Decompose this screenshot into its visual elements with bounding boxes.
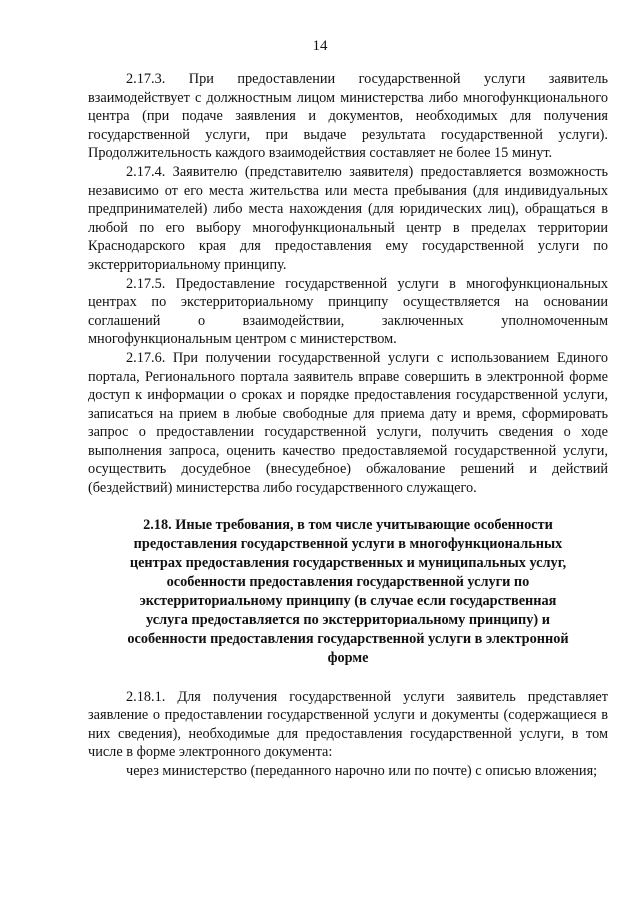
paragraph-2-17-4: 2.17.4. Заявителю (представителю заявителя) предоставляется возможность независимо от его места жительства или места пребывания (для индивидуальных предпринимателей) либо места нахождения (для юридических лиц), обращаться в любой по его выбору многофункциональный центр в пределах территории Краснодарского края для предоставления ему государственной услуги по экстерриториальному принципу. xyxy=(88,163,608,273)
paragraph-2-17-5: 2.17.5. Предоставление государственной услуги в многофункциональных центрах по экстерриториальному принципу осуществляется на основании соглашений о взаимодействии, заключенных уполномоченным многофункциональным центром с министерством. xyxy=(88,275,608,348)
section-heading-2-18: 2.18. Иные требования, в том числе учитывающие особенности предоставления государственной услуги в многофункциональных центрах предоставления государственных и муниципальных услуг, особенности предоставления государственной услуги по экстерриториальному принципу (в случае если государственная услуга предоставляется по экстерриториальному принципу) и особенности предоставления государственной услуги в электронной форме xyxy=(127,516,569,666)
page-number: 14 xyxy=(312,38,328,54)
paragraph-via-ministry: через министерство (переданного нарочно или по почте) с описью вложения; xyxy=(126,763,598,780)
paragraph-2-17-6: 2.17.6. При получении государственной услуги с использованием Единого портала, Регионального портала заявитель вправе совершить в электронной форме доступ к информации о сроках и порядке предоставления государственной услуги, записаться на прием в любые свободные для приема дату и время, сформировать запрос о предоставлении государственной услуги, получить сведения о ходе выполнения запроса, оценить качество предоставляемой государственной услуги, осуществить досудебное (внесудебное) обжалование решений и действий (бездействий) министерства либо государственного служащего. xyxy=(88,349,608,497)
document-body xyxy=(88,70,608,781)
paragraph-2-17-3: 2.17.3. При предоставлении государственной услуги заявитель взаимодействует с должностным лицом министерства либо многофункционального центра (при подаче заявления и документов, необходимых для получения государственной услуги, при выдаче результата государственной услуги). Продолжительность каждого взаимодействия составляет не более 15 минут. xyxy=(88,71,608,162)
paragraph-2-18-1: 2.18.1. Для получения государственной услуги заявитель представляет заявление о предоставлении государственной услуги и документы (содержащиеся в них сведения), необходимые для предоставления государственной услуги, в том числе в форме электронного документа: xyxy=(88,688,608,761)
